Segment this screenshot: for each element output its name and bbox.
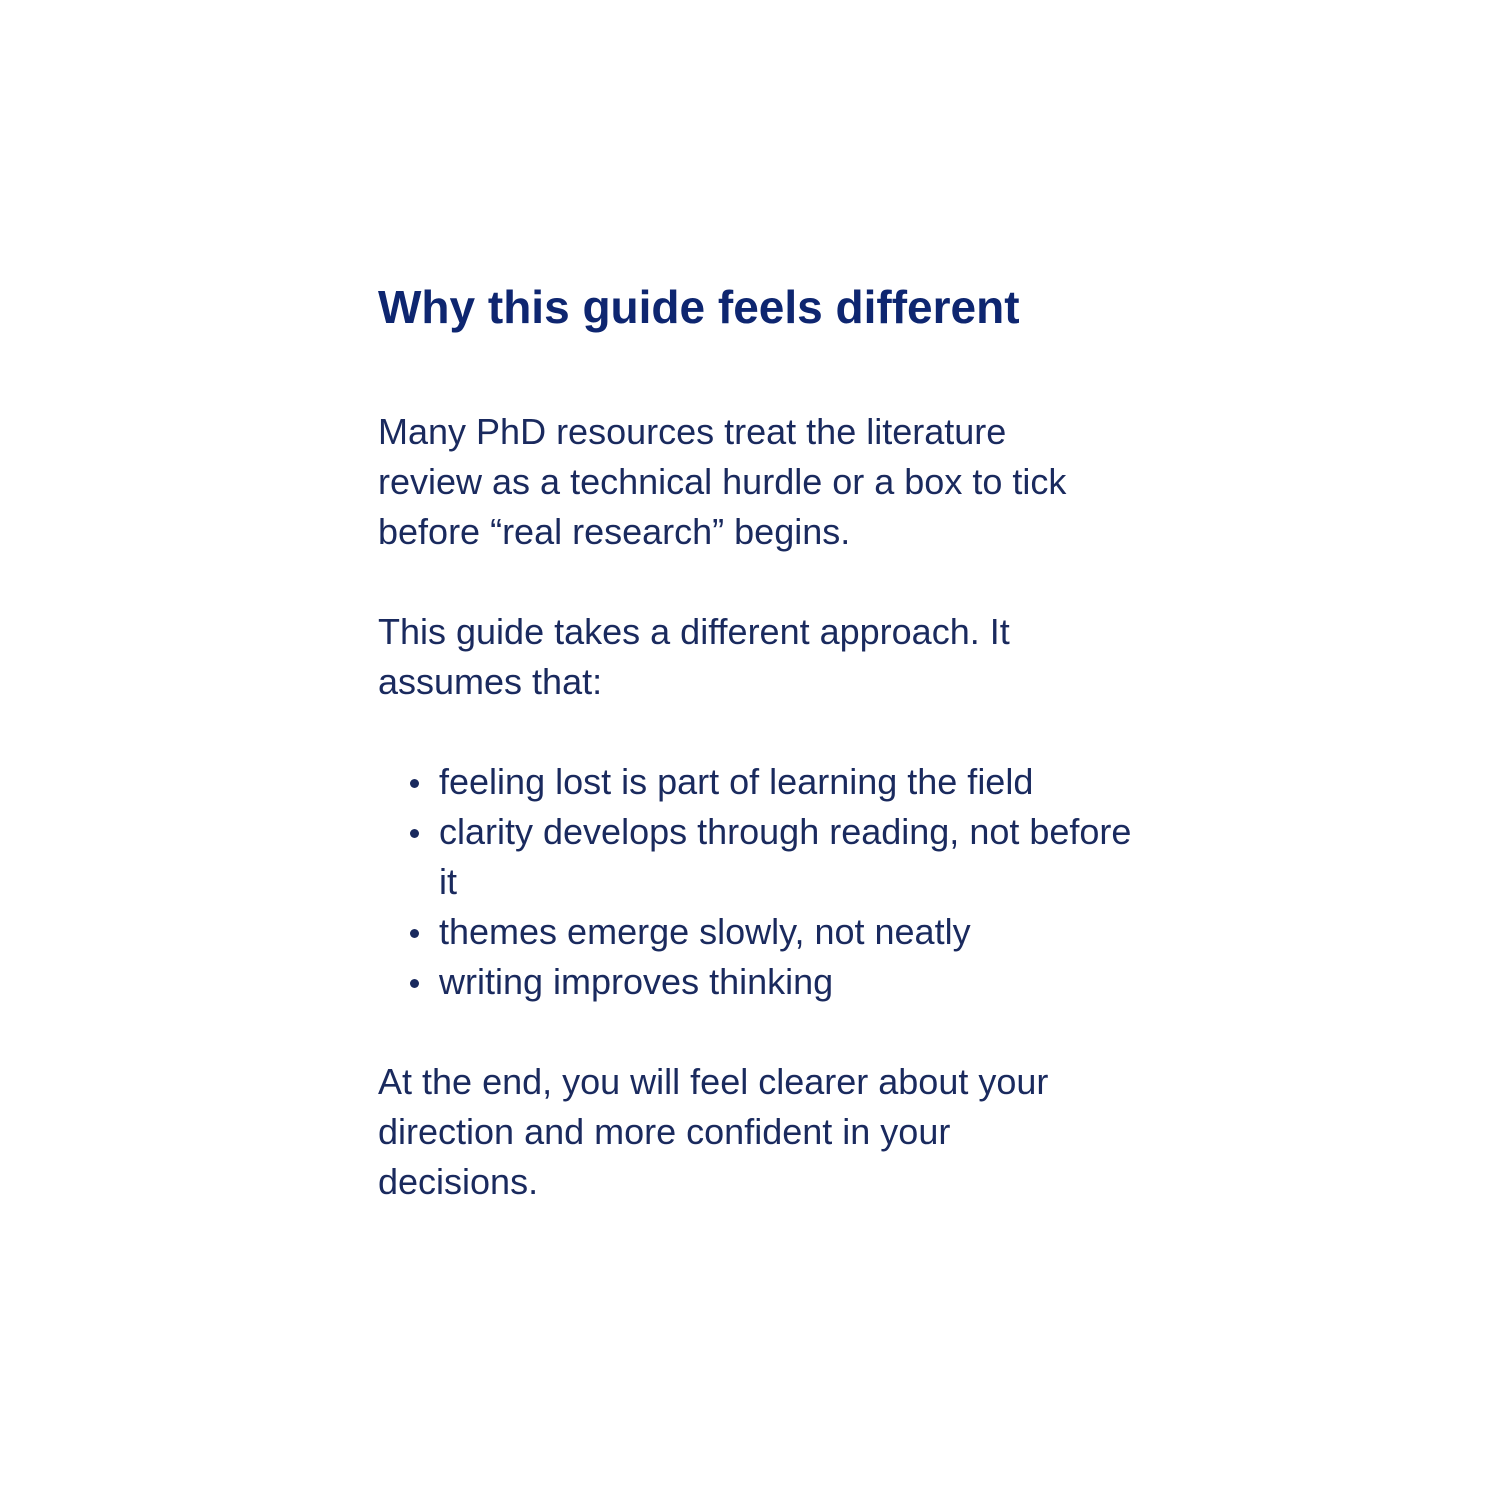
list-item — [378, 757, 1138, 807]
bullet-icon — [410, 779, 419, 788]
list-item — [378, 807, 1138, 907]
page-title: Why this guide feels different — [378, 281, 1020, 333]
list-item-text: themes emerge slowly, not neatly — [439, 911, 971, 953]
intro-paragraph: Many PhD resources treat the literature review as a technical hurdle or a box to tick before “real research” begins. — [378, 411, 1067, 553]
bullet-icon — [410, 829, 419, 838]
approach-paragraph: This guide takes a different approach. It assumes that: — [378, 611, 1010, 703]
assumptions-list — [378, 757, 1138, 1007]
closing-paragraph: At the end, you will feel clearer about your direction and more confident in your decisions. — [378, 1061, 1049, 1203]
list-item — [378, 957, 1138, 1007]
list-item-text: feeling lost is part of learning the field — [439, 761, 1034, 803]
list-item-text: clarity develops through reading, not before it — [439, 811, 1132, 903]
bullet-icon — [410, 929, 419, 938]
list-item-text: writing improves thinking — [439, 961, 834, 1003]
list-item — [378, 907, 1138, 957]
bullet-icon — [410, 979, 419, 988]
content-block — [378, 280, 1138, 1257]
